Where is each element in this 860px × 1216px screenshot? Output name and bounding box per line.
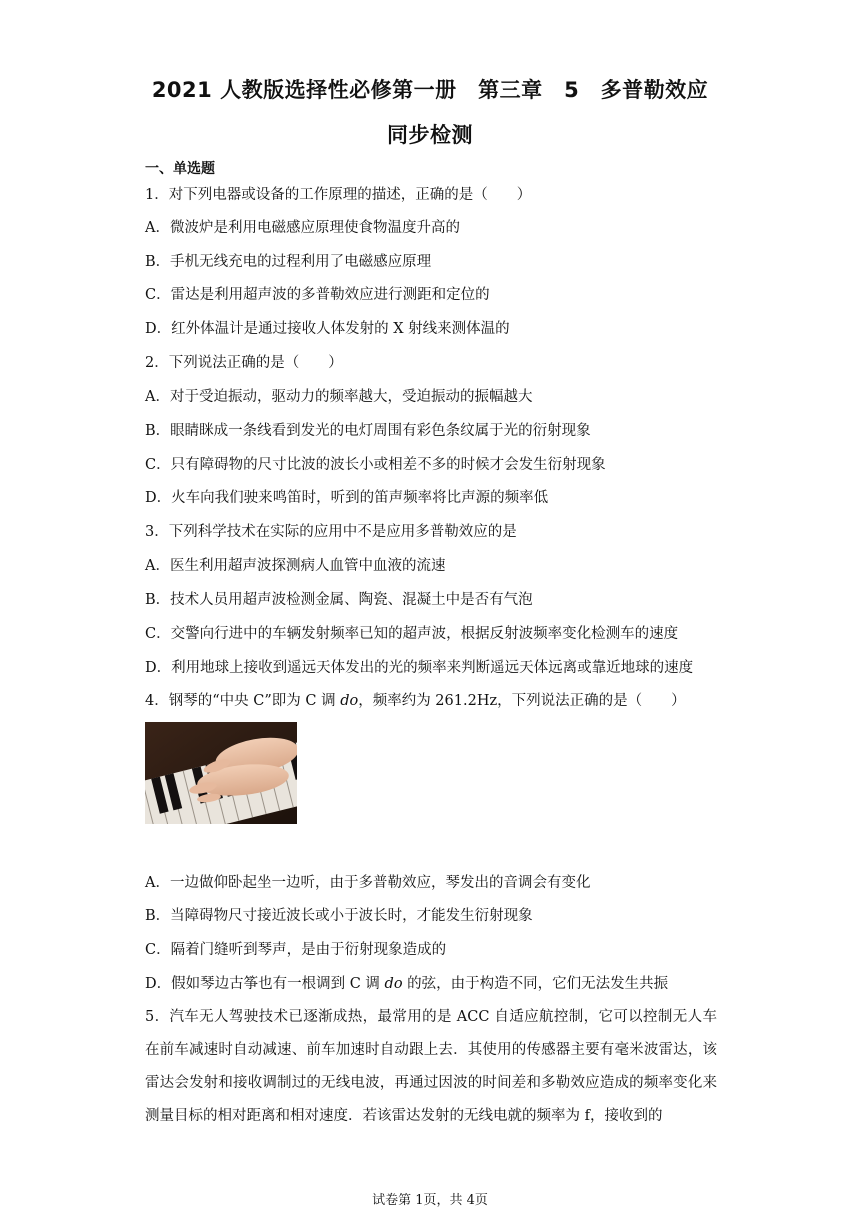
- question-3-option-d: D．利用地球上接收到遥远天体发出的光的频率来判断遥远天体远离或靠近地球的速度: [145, 660, 694, 676]
- question-4-option-d: [145, 974, 668, 994]
- question-4-option-b: B．当障碍物尺寸接近波长或小于波长时，才能发生衍射现象: [145, 908, 533, 924]
- question-4-stem: [145, 691, 686, 711]
- question-3-stem: 3．下列科学技术在实际的应用中不是应用多普勒效应的是: [145, 524, 517, 540]
- question-3-option-b: B．技术人员用超声波检测金属、陶瓷、混凝土中是否有气泡: [145, 592, 533, 608]
- question-2-stem: 2．下列说法正确的是（ ）: [145, 355, 343, 371]
- page-subtitle: 同步检测: [387, 123, 473, 147]
- question-1-option-d: D．红外体温计是通过接收人体发射的 X 射线来测体温的: [145, 321, 510, 337]
- page-footer: 试卷第 1页，共 4页: [372, 1193, 488, 1208]
- question-1-option-c: C．雷达是利用超声波的多普勒效应进行测距和定位的: [145, 287, 490, 303]
- question-4-stem-pre: 4．钢琴的“中央 C”即为 C 调: [145, 693, 341, 709]
- question-4-stem-note: do: [340, 693, 359, 709]
- question-2-option-d: D．火车向我们驶来鸣笛时，听到的笛声频率将比声源的频率低: [145, 490, 549, 506]
- question-3-option-c: C．交警向行进中的车辆发射频率已知的超声波，根据反射波频率变化检测车的速度: [145, 626, 679, 642]
- question-4-option-d-note: do: [384, 976, 403, 992]
- question-4-stem-post: ，频率约为 261.2Hz，下列说法正确的是（ ）: [358, 693, 686, 709]
- question-2-option-a: A．对于受迫振动，驱动力的频率越大，受迫振动的振幅越大: [145, 389, 533, 405]
- question-1-stem: 1．对下列电器或设备的工作原理的描述，正确的是（ ）: [145, 187, 532, 203]
- piano-hands-photo: [145, 722, 297, 824]
- question-4-option-c: C．隔着门缝听到琴声，是由于衍射现象造成的: [145, 942, 447, 958]
- question-3-option-a: A．医生利用超声波探测病人血管中血液的流速: [145, 558, 446, 574]
- question-4-option-d-pre: D．假如琴边古筝也有一根调到 C 调: [145, 976, 385, 992]
- question-4-option-a: A．一边做仰卧起坐一边听，由于多普勒效应，琴发出的音调会有变化: [145, 875, 591, 891]
- question-2-option-b: B．眼睛眯成一条线看到发光的电灯周围有彩色条纹属于光的衍射现象: [145, 423, 591, 439]
- page-title: 2021 人教版选择性必修第一册 第三章 5 多普勒效应: [151, 78, 709, 102]
- question-1-option-b: B．手机无线充电的过程利用了电磁感应原理: [145, 254, 432, 270]
- question-2-option-c: C．只有障碍物的尺寸比波的波长小或相差不多的时候才会发生衍射现象: [145, 457, 606, 473]
- question-4-option-d-post: 的弦，由于构造不同，它们无法发生共振: [402, 976, 669, 992]
- question-5-paragraph: 5．汽车无人驾驶技术已逐渐成热，最常用的是 ACC 自适应航控制，它可以控制无人车在前车减速时自动减速、前车加速时自动跟上去．其使用的传感器主要有毫米波雷达，该雷达会发射和接收调制过的无线电波，再通过因波的时间差和多勒效应造成的频率变化来测量目标的相对距离和相对速度．若该雷达发射的无线电就的频率为 f，接收到的: [145, 1009, 717, 1124]
- question-1-option-a: A．微波炉是利用电磁感应原理使食物温度升高的: [145, 220, 460, 236]
- section-heading: 一、单选题: [145, 161, 215, 177]
